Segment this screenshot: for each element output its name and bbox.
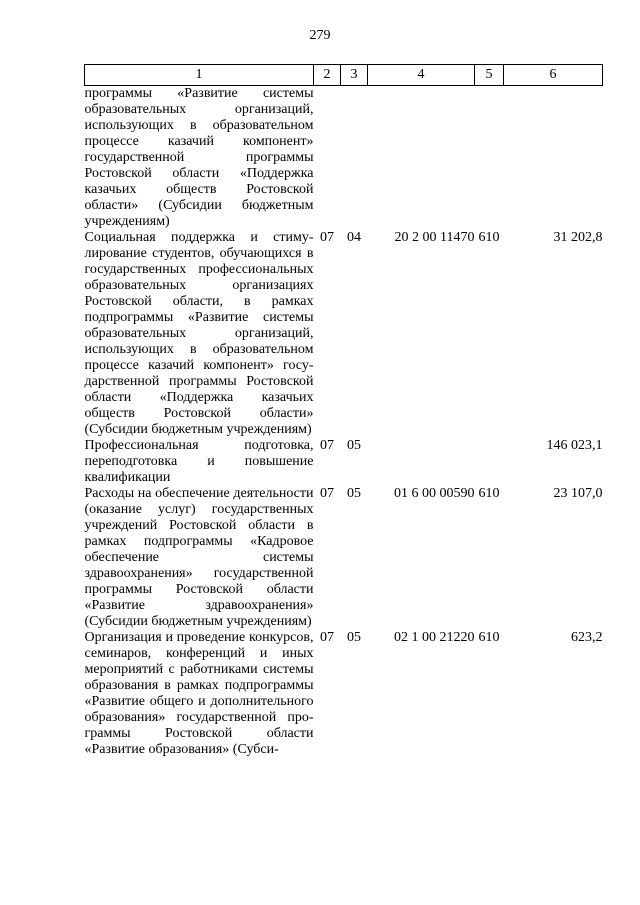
header-col-4: 4 — [368, 65, 475, 86]
header-col-5: 5 — [475, 65, 504, 86]
row-subsection: 05 — [347, 438, 361, 453]
row-expense-type: 610 — [478, 486, 500, 501]
row-expense-type: 610 — [478, 230, 500, 245]
row-target-article — [368, 438, 475, 486]
row-amount: 31 202,8 — [553, 230, 603, 245]
row-target-article: 02 1 00 21220 — [394, 630, 475, 645]
header-col-3: 3 — [341, 65, 368, 86]
row-section: 07 — [320, 438, 334, 453]
header-col-2: 2 — [314, 65, 341, 86]
row-description: Профессиональная подготовка, переподготовка и повышение квалификации — [84, 438, 314, 485]
row-description: Организация и проведение конкурсов, семинаров, конференций и иных мероприятий с работниками системы образования в рамках подпрограммы «Развитие общего и дополнительного образования» государственной программы Ростовской области «Развитие образования» (Субси- — [84, 630, 314, 757]
row-amount: 23 107,0 — [553, 486, 603, 501]
row-amount — [504, 86, 603, 231]
row-section — [314, 86, 341, 231]
row-subsection: 05 — [347, 486, 361, 501]
row-expense-type: 610 — [478, 630, 500, 645]
row-section: 07 — [320, 630, 334, 645]
row-expense-type — [475, 438, 504, 486]
row-amount: 146 023,1 — [546, 438, 603, 453]
table-row — [85, 630, 603, 758]
row-description: программы «Развитие системы образовательных организаций, использующих в образовательном процессе казачий компонент» государственной программы Ростовской области «Поддержка казачьих обществ Ростовской области» (Субсидии бюджетным учреждениям) — [84, 86, 314, 229]
row-description: Социальная поддержка и стимулирование студентов, обучающихся в государственных профессиональных образовательных организациях Ростовской области, в рамках подпрограммы «Развитие системы образовательных организаций, использующих в образовательном процессе казачий компонент» государственной программы Ростовской области «Поддержка казачьих обществ Ростовской области» (Субсидии бюджетным учреждениям) — [84, 230, 314, 437]
table-row — [85, 438, 603, 486]
page-number: 279 — [309, 28, 331, 43]
header-col-6: 6 — [504, 65, 603, 86]
table-row — [85, 486, 603, 630]
row-section: 07 — [320, 230, 334, 245]
table-row — [85, 230, 603, 438]
row-description: Расходы на обеспечение деятельности (оказание услуг) государственных учреждений Ростовской области в рамках подпрограммы «Кадровое обеспечение системы здравоохранения» государственной программы Ростовской области «Развитие здравоохранения» (Субсидии бюджетным учреждениям) — [84, 486, 314, 629]
row-amount: 623,2 — [571, 630, 603, 645]
row-target-article: 01 6 00 00590 — [394, 486, 475, 501]
row-target-article: 20 2 00 11470 — [394, 230, 475, 245]
header-row — [85, 65, 603, 86]
row-section: 07 — [320, 486, 334, 501]
row-expense-type — [475, 86, 504, 231]
budget-table — [84, 64, 603, 758]
table-row — [85, 86, 603, 231]
row-subsection: 04 — [347, 230, 361, 245]
row-target-article — [368, 86, 475, 231]
row-subsection: 05 — [347, 630, 361, 645]
header-col-1: 1 — [85, 65, 314, 86]
row-subsection — [341, 86, 368, 231]
